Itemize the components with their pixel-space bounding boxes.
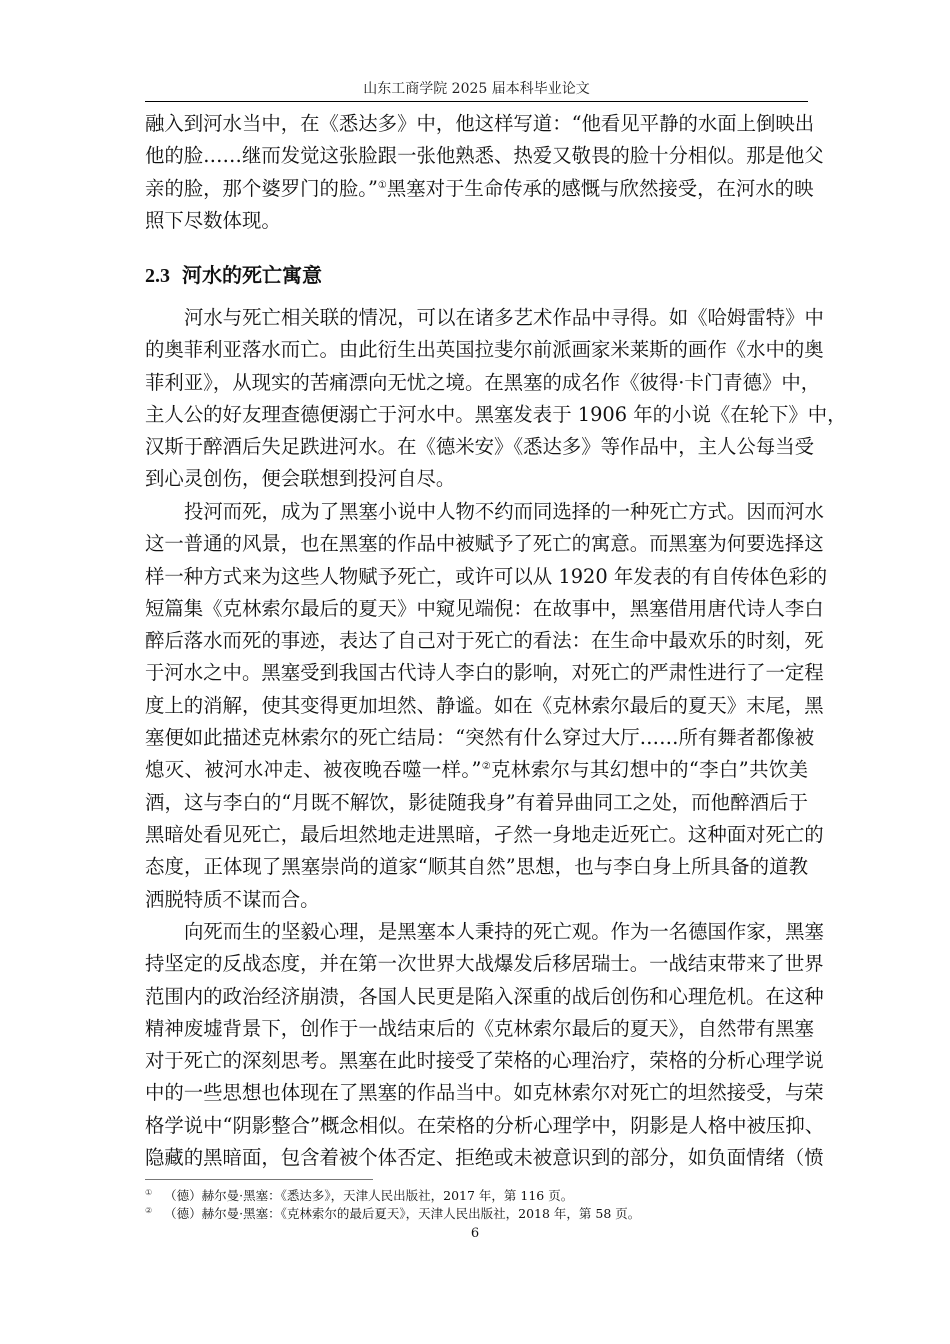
page-number: 6: [470, 1226, 480, 1241]
text-line: 主人公的好友理查德便溺亡于河水中。黑塞发表于 1906 年的小说《在轮下》中，: [145, 402, 847, 426]
text-line: 精神废墟背景下，创作于一战结束后的《克林索尔最后的夏天》，自然带有黑塞: [145, 1016, 814, 1040]
text-line: 样一种方式来为这些人物赋予死亡，或许可以从 1920 年发表的有自传体色彩的: [145, 564, 828, 588]
footnote-mark: ②: [145, 1206, 153, 1215]
footnote-reference[interactable]: ①: [377, 179, 387, 191]
text-line: 短篇集《克林索尔最后的夏天》中窥见端倪：在故事中，黑塞借用唐代诗人李白: [145, 596, 824, 620]
section-heading: [145, 259, 322, 292]
footnote-text: （德）赫尔曼·黑塞：《悉达多》，天津人民出版社，2017 年，第 116 页。: [164, 1188, 574, 1203]
section-title: 河水的死亡寓意: [182, 263, 322, 287]
text-line: 度上的消解，使其变得更加坦然、静谧。如在《克林索尔最后的夏天》末尾，黑: [145, 693, 824, 717]
text-line: 塞便如此描述克林索尔的死亡结局：“突然有什么穿过大厅……所有舞者都像被: [145, 726, 815, 750]
text-line: 酒，这与李白的“月既不解饮，影徒随我身”有着异曲同工之处，而他醉酒后于: [145, 790, 808, 814]
text-line: 持坚定的反战态度，并在第一次世界大战爆发后移居瑞士。一战结束带来了世界: [145, 952, 824, 976]
text-line: 到心灵创伤，便会联想到投河自尽。: [145, 467, 456, 491]
text-line: [145, 754, 808, 786]
text-line: 他的脸……继而发觉这张脸跟一张他熟悉、热爱又敬畏的脸十分相似。那是他父: [145, 144, 824, 168]
header-rule: [145, 101, 808, 102]
text-line: 向死而生的坚毅心理，是黑塞本人秉持的死亡观。作为一名德国作家，黑塞: [184, 920, 824, 943]
footnote-rule: [145, 1179, 373, 1180]
paragraph-4: [145, 916, 825, 1174]
text-line: 于河水之中。黑塞受到我国古代诗人李白的影响，对死亡的严肃性进行了一定程: [145, 661, 824, 685]
text-line: 汉斯于醉酒后失足跌进河水。在《德米安》《悉达多》等作品中，主人公每当受: [145, 435, 814, 459]
text-line: 这一普通的风景，也在黑塞的作品中被赋予了死亡的寓意。而黑塞为何要选择这: [145, 532, 824, 556]
text-line: 河水与死亡相关联的情况，可以在诸多艺术作品中寻得。如《哈姆雷特》中: [184, 306, 824, 329]
footnote-reference[interactable]: ②: [481, 761, 492, 773]
text-line: 黑暗处看见死亡，最后坦然地走进黑暗，孑然一身地走近死亡。这种面对死亡的: [145, 822, 824, 846]
section-number: 2.3: [145, 265, 170, 287]
text-line: 的奥菲利亚落水而亡。由此衍生出英国拉斐尔前派画家米莱斯的画作《水中的奥: [145, 338, 824, 362]
text-line: [145, 173, 814, 205]
text-line: 范围内的政治经济崩溃，各国人民更是陷入深重的战后创伤和心理危机。在这种: [145, 984, 824, 1008]
footnote-1: [145, 1187, 573, 1205]
footnote-text: （德）赫尔曼·黑塞：《克林索尔的最后夏天》，天津人民出版社，2018 年，第 58 页。: [164, 1206, 641, 1221]
text-segment: 亲的脸，那个婆罗门的脸。”: [145, 176, 378, 200]
text-line: 醉后落水而死的事迹，表达了自己对于死亡的看法：在生命中最欢乐的时刻，死: [145, 629, 824, 653]
text-line: 格学说中“阴影整合”概念相似。在荣格的分析心理学中，阴影是人格中被压抑、: [145, 1113, 825, 1137]
text-segment: 熄灭、被河水冲走、被夜晚吞噬一样。”: [145, 758, 482, 782]
text-line: 照下尽数体现。: [145, 208, 281, 232]
text-line: 洒脱特质不谋而合。: [145, 887, 320, 911]
footnote-2: [145, 1205, 640, 1223]
footnote-mark: ①: [145, 1188, 153, 1197]
paragraph-2: [145, 302, 847, 496]
text-segment: 克林索尔与其幻想中的“李白”共饮美: [491, 758, 809, 782]
paragraph-1: [145, 108, 824, 237]
running-header: 山东工商学院 2025 届本科毕业论文: [363, 81, 590, 97]
text-line: 菲利亚》，从现实的苦痛漂向无忧之境。在黑塞的成名作《彼得·卡门青德》中，: [145, 370, 821, 394]
text-segment: 黑塞对于生命传承的感慨与欣然接受，在河水的映: [386, 176, 814, 200]
paragraph-3: [145, 496, 828, 916]
text-line: 投河而死，成为了黑塞小说中人物不约而同选择的一种死亡方式。因而河水: [184, 500, 824, 523]
text-line: 隐藏的黑暗面，包含着被个体否定、拒绝或未被意识到的部分，如负面情绪（愤: [145, 1146, 824, 1170]
text-line: 对于死亡的深刻思考。黑塞在此时接受了荣格的心理治疗，荣格的分析心理学说: [145, 1049, 824, 1073]
text-line: 态度，正体现了黑塞崇尚的道家“顺其自然”思想，也与李白身上所具备的道教: [145, 855, 808, 879]
text-line: 融入到河水当中，在《悉达多》中，他这样写道：“他看见平静的水面上倒映出: [145, 112, 815, 135]
text-line: 中的一些思想也体现在了黑塞的作品当中。如克林索尔对死亡的坦然接受，与荣: [145, 1081, 824, 1105]
